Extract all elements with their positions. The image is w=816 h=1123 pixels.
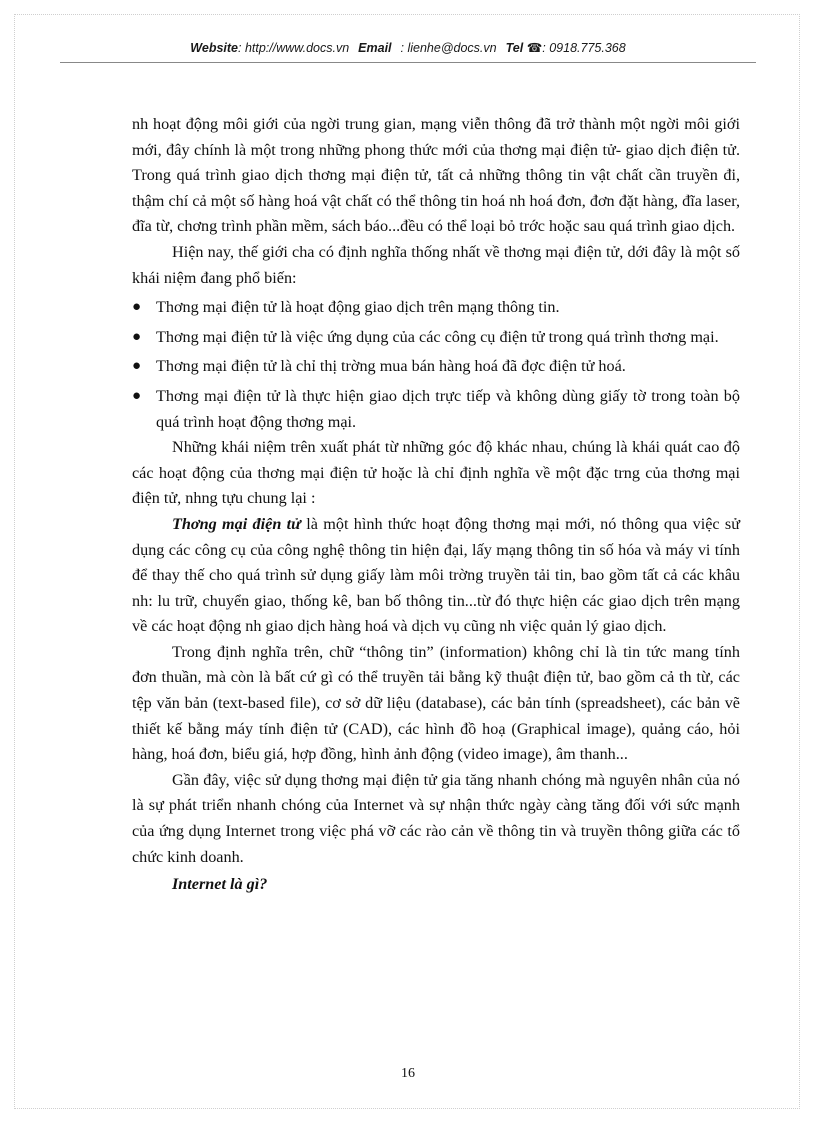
definition-term: Thơng mại điện tử (172, 514, 301, 533)
paragraph-1: nh hoạt động môi giới của ngời trung gian, mạng viễn thông đã trở thành một ngời môi giới mới, đây chính là một trong những phong thức mới của thơng mại điện tử- giao dịch điện tử. Trong quá trình giao dịch thơng mại điện tử, tất cả những thông tin vật chất cần truyền đi, thậm chí cả một số hàng hoá vật chất có thể thông tin hoá nh hoá đơn, đơn đặt hàng, đĩa laser, đĩa từ, chơng trình phần mềm, sách báo...đều có thể loại bỏ trớc hoặc sau quá trình giao dịch. (132, 115, 740, 236)
paragraph-2: Hiện nay, thế giới cha có định nghĩa thống nhất về thơng mại điện tử, dới đây là một số khái niệm đang phổ biến: (132, 242, 740, 287)
bullet-item (132, 384, 740, 435)
bullet-text: Thơng mại điện tử là thực hiện giao dịch trực tiếp và không dùng giấy tờ trong toàn bộ quá trình hoạt động thơng mại. (156, 386, 740, 431)
bullet-icon: ● (132, 299, 142, 316)
bullet-text: Thơng mại điện tử là chỉ thị trờng mua bán hàng hoá đã đợc điện tử hoá. (156, 357, 626, 376)
paragraph-5: Trong định nghĩa trên, chữ “thông tin” (information) không chỉ là tin tức mang tính đơn thuần, mà còn là bất cứ gì có thể truyền tải bằng kỹ thuật điện tử, bao gồm cả th từ, các tệp văn bản (text-based file), cơ sở dữ liệu (database), các bản tính (spreadsheet), các bản vẽ thiết kế bằng máy tính điện tử (CAD), các hình đồ hoạ (Graphical image), quảng cáo, hỏi hàng, hoá đơn, biểu giá, hợp đồng, hình ảnh động (video image), âm thanh... (132, 642, 740, 764)
bullet-icon: ● (132, 328, 142, 345)
header-rule (60, 62, 756, 63)
paragraph-4 (132, 512, 740, 640)
bullet-text: Thơng mại điện tử là hoạt động giao dịch trên mạng thông tin. (156, 298, 560, 317)
document-body (132, 112, 740, 898)
bullet-text: Thơng mại điện tử là việc ứng dụng của các công cụ điện tử trong quá trình thơng mại. (156, 327, 719, 346)
page-header (0, 40, 816, 55)
section-heading: Internet là gì? (172, 875, 268, 894)
bullet-item (132, 325, 740, 351)
email-label: Email (358, 41, 392, 55)
email-address: : lienhe@docs.vn (400, 41, 497, 55)
paragraph-6: Gần đây, việc sử dụng thơng mại điện tử gia tăng nhanh chóng mà nguyên nhân của nó là sự phát triển nhanh chóng của Internet và sự nhận thức ngày càng tăng đối với sức mạnh của ứng dụng Internet trong việc phá vỡ các rào cản về thông tin và truyền thông giữa các tổ chức kinh doanh. (132, 770, 740, 866)
website-url: : http://www.docs.vn (238, 41, 350, 55)
phone-icon: ☎ (526, 41, 543, 55)
phone-number: : 0918.775.368 (542, 41, 626, 55)
bullet-icon: ● (132, 387, 142, 404)
tel-label: Tel (505, 41, 524, 55)
bullet-icon: ● (132, 358, 142, 375)
bullet-item (132, 295, 740, 321)
page-number: 16 (401, 1066, 415, 1081)
definition-text: là một hình thức hoạt động thơng mại mới, nó thông qua việc sử dụng các công cụ của công nghệ thông tin hiện đại, lấy mạng thông tin số hóa và máy vi tính để thay thế cho quá trình sử dụng giấy làm môi trờng truyền tải tin, bao gồm tất cả các khâu nh: lu trữ, chuyển giao, thống kê, ban bố thông tin...từ đó thực hiện các giao dịch trên mạng về các hoạt động nh giao dịch hàng hoá và dịch vụ cũng nh việc quản lý giao dịch. (132, 514, 740, 636)
website-label: Website (190, 41, 238, 55)
bullet-item (132, 354, 740, 380)
paragraph-3: Những khái niệm trên xuất phát từ những góc độ khác nhau, chúng là khái quát cao độ các hoạt động của thơng mại điện tử hoặc là chỉ định nghĩa về một đặc trng của thơng mại điện tử, nhng tựu chung lại : (132, 438, 740, 508)
